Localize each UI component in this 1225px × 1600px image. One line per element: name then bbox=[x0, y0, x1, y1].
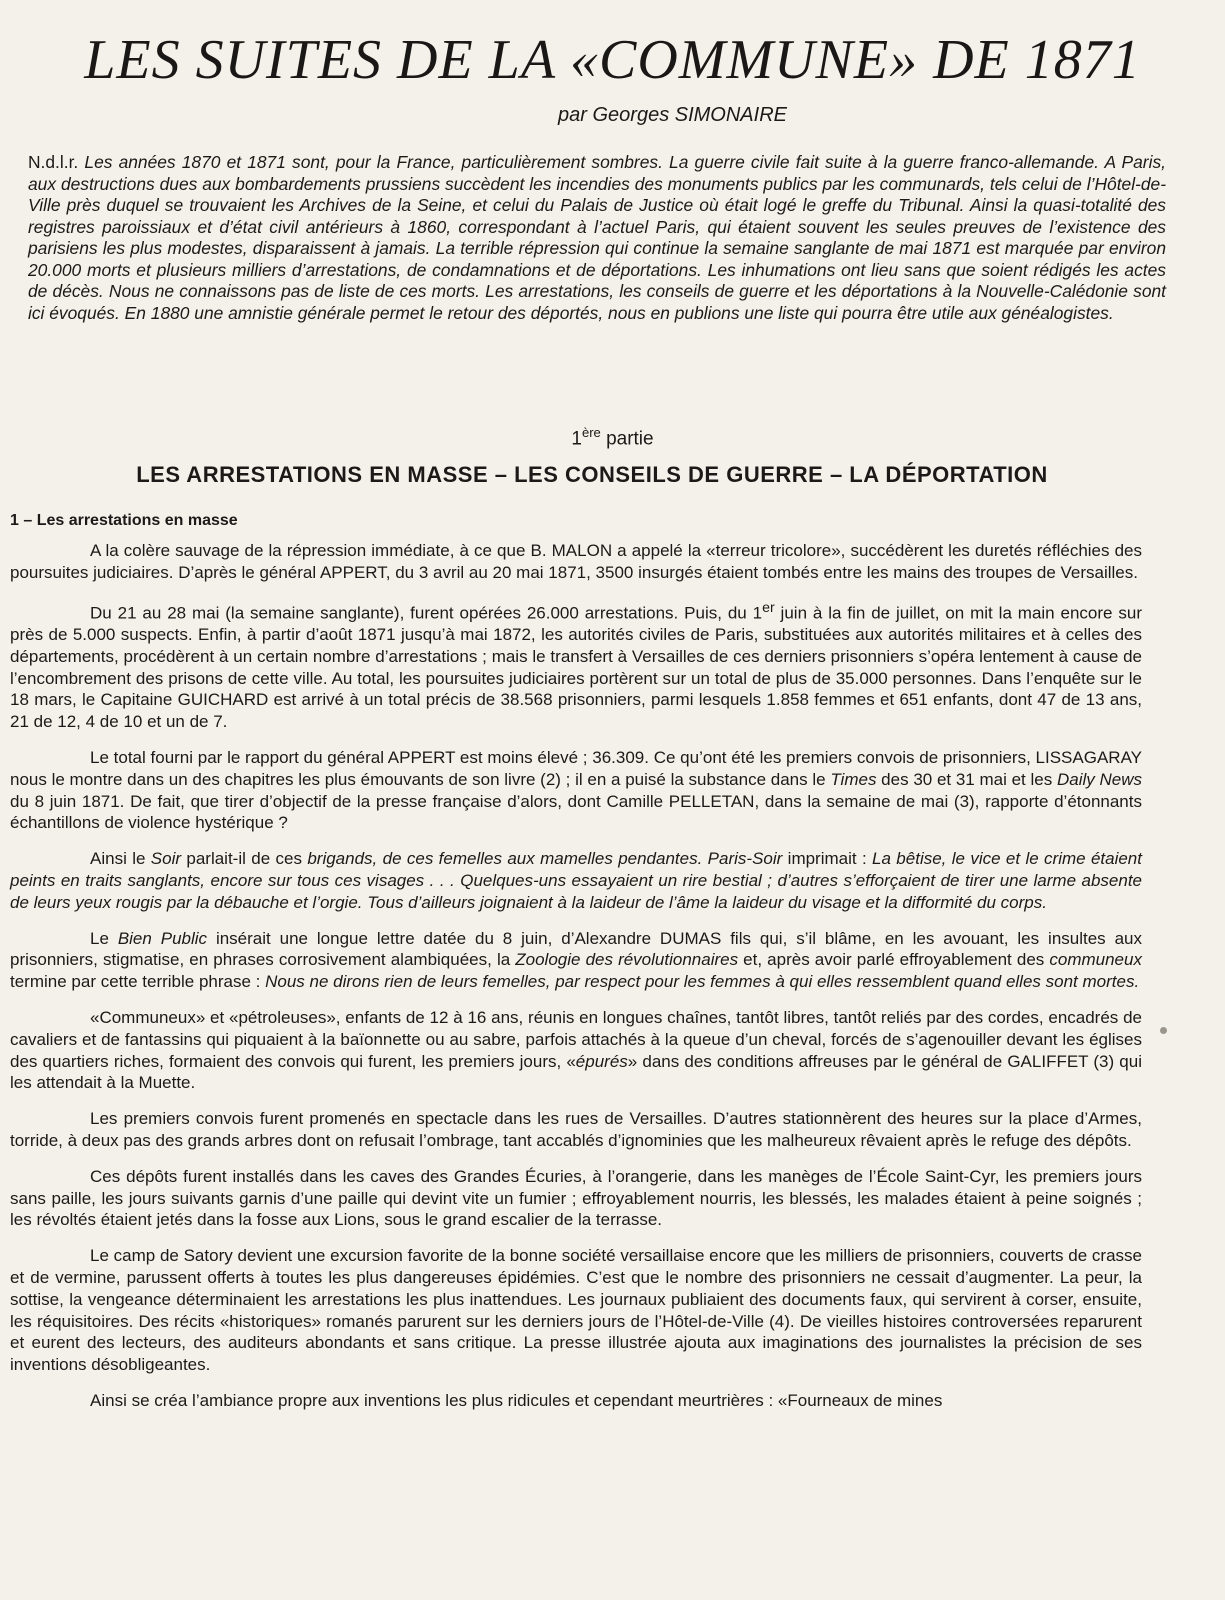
paragraph-6: «Communeux» et «pétroleuses», enfants de 12 à 16 ans, réunis en longues chaînes, tantôt libres, tantôt reliés par des cordes, encadrés de cavaliers et de fantassins qui piquaient à la baïonnette ou au sabre, parfois attachés à la queue d’un cheval, forcés de s’agenouiller devant les églises des quartiers riches, formaient des convois qui furent, les premiers jours, «épurés» dans des conditions affreuses par le général de GALIFFET (3) qui les attendait à la Muette. bbox=[10, 1008, 1142, 1093]
paragraph-10: Ainsi se créa l’ambiance propre aux inventions les plus ridicules et cependant meurtrières : «Fourneaux de mines bbox=[90, 1390, 943, 1410]
editor-note-text: Les années 1870 et 1871 sont, pour la France, particulièrement sombres. La guerre civile fait suite à la guerre franco-allemande. A Paris, aux destructions dues aux bombardements prussiens succèdent les incendies des monuments publics par les communards, tels celui de l’Hôtel-de-Ville près duquel se trouvaient les Archives de la Seine, et celui du Palais de Justice où était logé le greffe du Tribunal. Ainsi la quasi-totalité des registres paroissiaux et d’état civil antérieurs à 1860, correspondant à l’actuel Paris, qui étaient souvent les seules preuves de l’existence des parisiens les plus modestes, disparaissent à jamais. La terrible répression qui continue la semaine sanglante de mai 1871 est marquée par environ 20.000 morts et plusieurs milliers d’arrestations, de condamnations et de déportations. Les inhumations ont lieu sans que soient rédigés les actes de décès. Nous ne connaissons pas de liste de ces morts. Les arrestations, les conseils de guerre et les déportations à la Nouvelle-Calédonie sont ici évoqués. En 1880 une amnistie générale permet le retour des déportés, nous en publions une liste qui pourra être utile aux généalogistes. bbox=[28, 152, 1166, 323]
part-number: 1 bbox=[571, 428, 582, 450]
subsection-heading: 1 – Les arrestations en masse bbox=[10, 512, 238, 529]
byline: par Georges SIMONAIRE bbox=[558, 104, 787, 126]
part-word: partie bbox=[606, 428, 654, 450]
ndlr-label: N.d.l.r. bbox=[28, 152, 79, 172]
paragraph-3: Le total fourni par le rapport du général APPERT est moins élevé ; 36.309. Ce qu’ont été les premiers convois de prisonniers, LISSAGARAY nous le montre dans un des chapitres les plus émouvants de son livre (2) ; il en a puisé la substance dans le Times des 30 et 31 mai et les Daily News du 8 juin 1871. De fait, que tirer d’objectif de la presse française d’alors, dont Camille PELLETAN, dans la semaine de mai (3), rapporte d’étonnants échantillons de violence hystérique ? bbox=[10, 748, 1142, 833]
paragraph-7: Les premiers convois furent promenés en spectacle dans les rues de Versailles. D’autres stationnèrent des heures sur la place d’Armes, torride, à deux pas des grands arbres dont on refusait l’ombrage, tant accablés d’ignominies que les malheureux rêvaient après le refuge des dépôts. bbox=[10, 1109, 1142, 1150]
paragraph-4: Ainsi le Soir parlait-il de ces brigands, de ces femelles aux mamelles pendantes. Paris-Soir imprimait : La bêtise, le vice et le crime étaient peints en traits sanglants, encore sur tous ces visages . . . Quelques-uns essayaient un rire bestial ; d’autres s’efforçaient de tirer une larme absente de leurs yeux rougis par la débauche et l’orgie. Tous d’ailleurs joignaient à la laideur de l’âme la laideur du visage et la difformité du corps. bbox=[10, 849, 1142, 912]
article-body bbox=[10, 540, 1142, 1426]
editor-note bbox=[28, 152, 1166, 324]
paragraph-8: Ces dépôts furent installés dans les caves des Grandes Écuries, à l’orangerie, dans les manèges de l’École Saint-Cyr, les premiers jours sans paille, les jours suivants garnis d’une paille qui devint vite un fumier ; effroyablement nourris, les blessés, les malades étaient à peine soignés ; les révoltés étaient jetés dans la fosse aux Lions, sous le grand escalier de la terrasse. bbox=[10, 1166, 1142, 1230]
paragraph-2: Du 21 au 28 mai (la semaine sanglante), furent opérées 26.000 arrestations. Puis, du 1er juin à la fin de juillet, on mit la main encore sur près de 5.000 suspects. Enfin, à partir d’août 1871 jusqu’à mai 1872, les autorités civiles de Paris, substituées aux autorités militaires et à celles des départements, procédèrent à un certain nombre d’arrestations ; mais le transfert à Versailles de ces derniers prisonniers s’opéra lentement à cause de l’encombrement des prisons de cette ville. Au total, les poursuites judiciaires portèrent sur un total de plus de 35.000 personnes. Dans l’enquête sur le 18 mars, le Capitaine GUICHARD est arrivé à un total précis de 38.568 prisonniers, parmi lesquels 1.858 femmes et 651 enfants, dont 47 de 13 ans, 21 de 12, 4 de 10 et un de 7. bbox=[10, 599, 1142, 732]
part-label bbox=[0, 425, 1225, 450]
section-heading: LES ARRESTATIONS EN MASSE – LES CONSEILS DE GUERRE – LA DÉPORTATION bbox=[136, 462, 1048, 487]
margin-mark bbox=[1160, 1027, 1167, 1034]
paragraph-9: Le camp de Satory devient une excursion favorite de la bonne société versaillaise encore que les milliers de prisonniers, couverts de crasse et de vermine, parussent offerts à toutes les plus dangereuses épidémies. C’est que le nombre des prisonniers ne cessait d’augmenter. La peur, la sottise, la vengeance déterminaient les arrestations les plus inattendues. Les journaux publiaient des documents faux, qui servirent à corser, ensuite, les réquisitoires. Des récits «historiques» romanés parurent sur les derniers jours de l’Hôtel-de-Ville (4). De vieilles histoires controversées reparurent et eurent des lecteurs, des auditeurs abondants et sans critique. La presse illustrée ajouta aux imaginations des journalistes la précision de ses inventions désobligeantes. bbox=[10, 1246, 1142, 1375]
paragraph-5: Le Bien Public insérait une longue lettre datée du 8 juin, d’Alexandre DUMAS fils qui, s’il blâme, en les avouant, les insultes aux prisonniers, stigmatise, en phrases corrosivement alambiquées, la Zoologie des révolutionnaires et, après avoir parlé effroyablement des communeux termine par cette terrible phrase : Nous ne dirons rien de leurs femelles, par respect pour les femmes à qui elles ressemblent quand elles sont mortes. bbox=[10, 928, 1142, 992]
paragraph-1: A la colère sauvage de la répression immédiate, à ce que B. MALON a appelé la «terreur tricolore», succédèrent les duretés réfléchies des poursuites judiciaires. D’après le général APPERT, du 3 avril au 20 mai 1871, 3500 insurgés étaient tombés entre les mains des troupes de Versailles. bbox=[10, 541, 1142, 582]
article-title: LES SUITES DE LA «COMMUNE» DE 1871 bbox=[84, 29, 1141, 91]
part-sup: ère bbox=[581, 425, 601, 440]
